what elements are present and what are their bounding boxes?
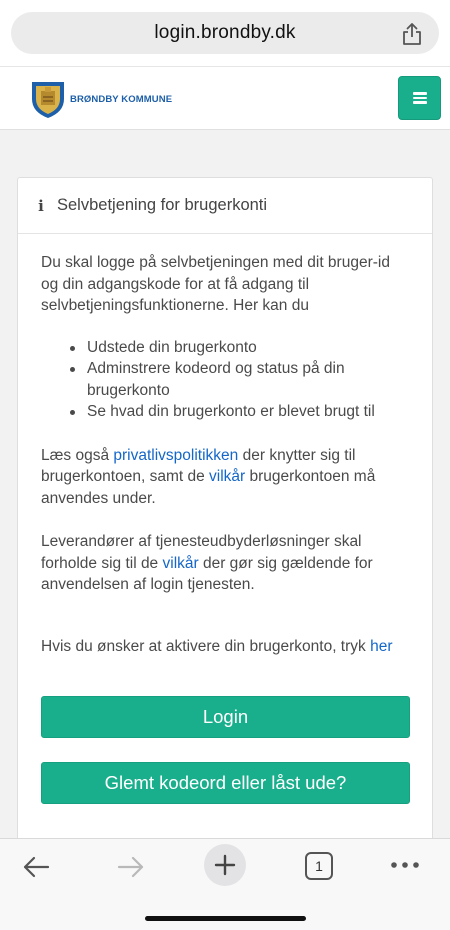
back-icon [21,855,51,879]
feature-list [87,337,409,423]
logo[interactable] [30,79,172,119]
menu-icon [413,92,427,104]
share-icon[interactable] [401,22,423,46]
card-header [18,178,432,234]
forward-button[interactable] [115,851,147,883]
privacy-text-post: brugerkontoen må anvendes under. [41,468,376,507]
terms-link[interactable]: vilkår [209,468,246,485]
list-item: Udstede din brugerkonto [87,337,409,359]
site-header [0,66,450,130]
info-icon: i [38,196,44,215]
suppliers-paragraph [41,531,409,596]
activate-paragraph [41,636,409,658]
privacy-policy-link[interactable]: privatlivspolitikken [113,446,239,464]
add-icon [214,854,236,876]
self-service-card [17,177,433,857]
card-title: Selvbetjening for brugerkonti [57,196,268,214]
card-body [18,234,432,657]
more-icon [390,861,420,869]
forgot-password-button[interactable]: Glemt kodeord eller låst ude? [41,762,410,804]
forward-icon [116,855,146,879]
privacy-text-pre: Læs også [41,446,114,464]
back-button[interactable] [20,851,52,883]
browser-toolbar [0,838,450,930]
activate-link[interactable]: her [370,637,393,655]
coat-of-arms-icon [30,79,66,119]
intro-text: Du skal logge på selvbetjeningen med dit bruger-id og din adgangskode for at få adgang til selvbetjeningsfunktionerne. Her kan du [41,254,390,314]
url-text: login.brondby.dk [154,22,296,43]
browser-top-bar [0,0,450,66]
login-button[interactable]: Login [41,696,410,738]
more-button[interactable] [388,853,422,877]
suppliers-text-pre: Leverandører af tjenesteudbyderløsninger skal forholde sig til de [41,533,362,572]
list-item: Se hvad din brugerkonto er blevet brugt til [87,401,409,423]
activate-text: Hvis du ønsker at aktivere din brugerkonto, tryk [41,637,371,655]
menu-button[interactable] [398,76,441,120]
home-indicator [145,916,306,921]
supplier-terms-link[interactable]: vilkår [162,554,199,572]
privacy-paragraph [41,445,409,510]
address-bar[interactable] [11,12,439,54]
suppliers-text-post: der gør sig gældende for anvendelsen af login tjenesten. [41,554,373,593]
logo-text: BRØNDBY KOMMUNE [70,93,173,105]
privacy-text-mid: der knytter sig til brugerkontoen, samt de [41,446,356,485]
tabs-button[interactable] [305,852,333,880]
list-item: Adminstrere kodeord og status på din brugerkonto [87,358,409,401]
new-tab-button[interactable] [204,844,246,886]
tab-count: 1 [315,858,323,874]
